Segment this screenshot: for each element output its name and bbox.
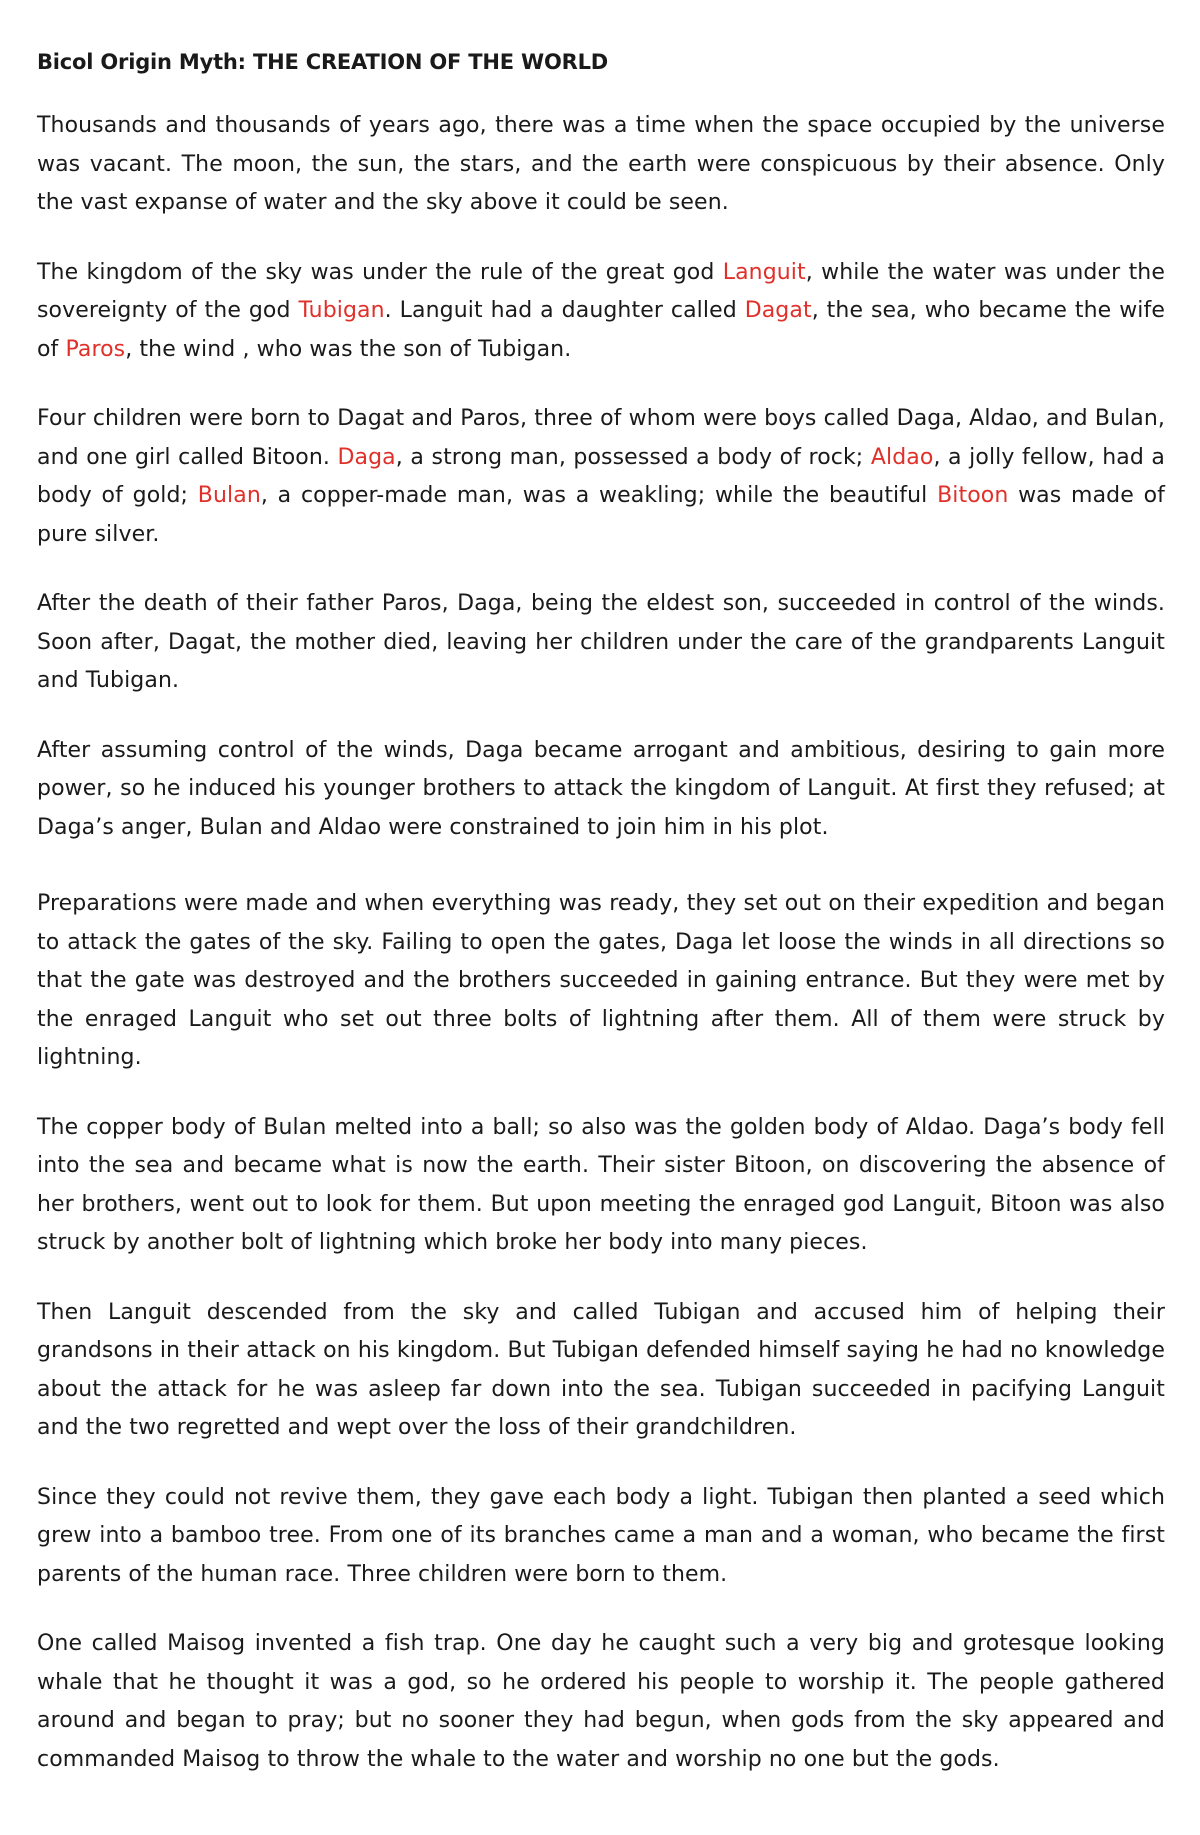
paragraph-2-text-2: , while the water was under the sovereignty of the god	[37, 259, 1165, 323]
paragraph-9: Since they could not revive them, they gave each body a light. Tubigan then planted a seed which grew into a bamboo tree. From one of its branches came a man and a woman, who became the first parents of the human race. Three children were born to them.	[37, 1484, 1165, 1587]
paragraph-2-text-5: , the wind , who was the son of Tubigan.	[125, 336, 572, 362]
paragraph-3-text-1: Four children were born to Dagat and Paros, three of whom were boys called Daga, Aldao, and Bulan, and one girl called Bitoon.	[37, 406, 1165, 470]
highlight-bitoon: Bitoon	[937, 483, 1009, 508]
paragraph-2-text-3: . Languit had a daughter called	[384, 298, 745, 323]
paragraph-6: Preparations were made and when everything was ready, they set out on their expedition and began to attack the gates of the sky. Failing to open the gates, Daga let loose the winds in all directions so that the gate was destroyed and the brothers succeeded in gaining entrance. But they were met by the enraged Languit who set out three bolts of lightning after them. All of them were struck by lightning.	[37, 891, 1165, 1070]
document-page	[37, 47, 1165, 1810]
paragraph-4: After the death of their father Paros, Daga, being the eldest son, succeeded in control of the winds. Soon after, Dagat, the mother died, leaving her children under the care of the grandparents Languit and Tubigan.	[37, 591, 1165, 693]
paragraph-10: One called Maisog invented a fish trap. One day he caught such a very big and grotesque looking whale that he thought it was a god, so he ordered his people to worship it. The people gathered around and began to pray; but no sooner they had begun, when gods from the sky appeared and commanded Maisog to throw the whale to the water and worship no one but the gods.	[37, 1631, 1165, 1772]
paragraph-3	[37, 400, 1165, 554]
highlight-tubigan: Tubigan	[298, 298, 385, 323]
paragraph-3-text-3: , a jolly fellow, had a body of gold;	[37, 444, 1165, 508]
paragraph-7: The copper body of Bulan melted into a ball; so also was the golden body of Aldao. Daga’s body fell into the sea and became what is now the earth. Their sister Bitoon, on discovering the absence of her brothers, went out to look for them. But upon meeting the enraged god Languit, Bitoon was also struck by another bolt of lightning which broke her body into many pieces.	[37, 1114, 1165, 1255]
paragraph-2-text-4: , the sea, who became the wife of	[37, 298, 1165, 362]
paragraph-3-text-2: , a strong man, possessed a body of rock;	[395, 444, 871, 470]
paragraph-5: After assuming control of the winds, Daga became arrogant and ambitious, desiring to gain more power, so he induced his younger brothers to attack the kingdom of Languit. At first they refused; at Daga’s anger, Bulan and Aldao were constrained to join him in his plot.	[37, 737, 1165, 840]
paragraph-3-text-5: was made of pure silver.	[37, 483, 1165, 547]
paragraph-2	[37, 254, 1165, 370]
paragraph-3-text-4: , a copper-made man, was a weakling; while the beautiful	[260, 483, 938, 508]
paragraph-8: Then Languit descended from the sky and called Tubigan and accused him of helping their grandsons in their attack on his kingdom. But Tubigan defended himself saying he had no knowledge about the attack for he was asleep far down into the sea. Tubigan succeeded in pacifying Languit and the two regretted and wept over the loss of their grandchildren.	[37, 1299, 1165, 1440]
paragraph-2-text-1: The kingdom of the sky was under the rule of the great god	[37, 259, 723, 285]
highlight-dagat: Dagat	[744, 298, 812, 323]
paragraph-1: Thousands and thousands of years ago, there was a time when the space occupied by the universe was vacant. The moon, the sun, the stars, and the earth were conspicuous by their absence. Only the vast expanse of water and the sky above it could be seen.	[37, 113, 1165, 215]
highlight-languit: Languit	[722, 259, 806, 285]
highlight-bulan: Bulan	[197, 483, 261, 508]
highlight-paros: Paros	[65, 336, 126, 362]
highlight-daga: Daga	[337, 444, 396, 470]
document-title: Bicol Origin Myth: THE CREATION OF THE WORLD	[37, 50, 609, 74]
highlight-aldao: Aldao	[870, 444, 934, 470]
